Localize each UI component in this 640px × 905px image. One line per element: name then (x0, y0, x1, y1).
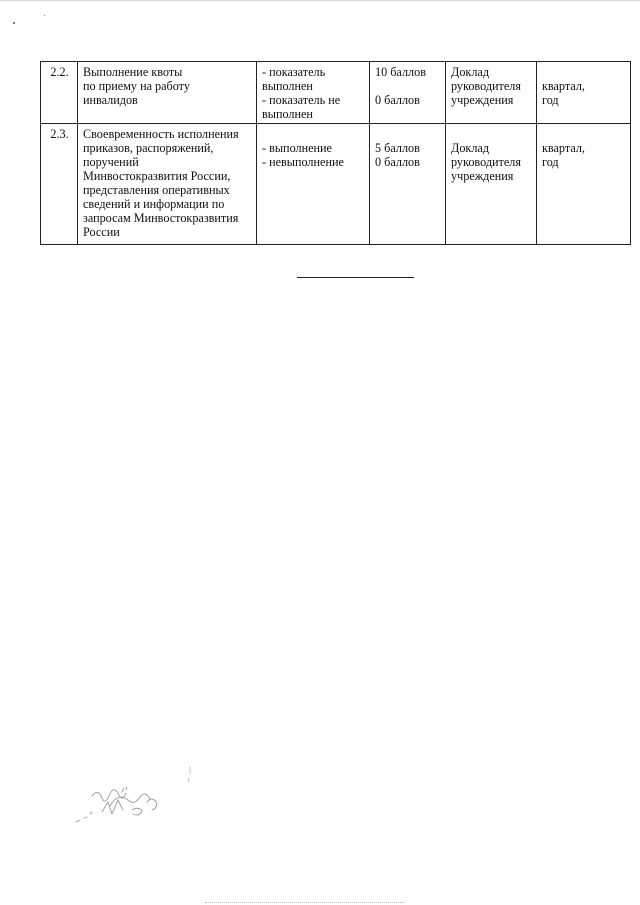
criterion-cell (78, 62, 257, 124)
scan-speck (13, 22, 15, 24)
row-number: 2.3. (41, 124, 78, 245)
source-line: руководителя (451, 79, 521, 93)
indicator-line: выполнен (262, 79, 313, 93)
criterion-line: инвалидов (83, 93, 138, 107)
points-cell (370, 62, 446, 124)
period-cell (537, 62, 631, 124)
indicator-line: - невыполнение (262, 155, 344, 169)
points-line: 5 баллов (375, 141, 420, 155)
period-line: квартал, (542, 141, 585, 155)
criterion-line: запросам Минвостокразвития (83, 211, 239, 225)
spacer (375, 127, 441, 141)
indicator-cell (257, 62, 370, 124)
row-number: 2.2. (41, 62, 78, 124)
source-line: Доклад (451, 141, 490, 155)
period-line: год (542, 155, 559, 169)
period-line: год (542, 93, 559, 107)
source-line: руководителя (451, 155, 521, 169)
kpi-table (40, 61, 631, 245)
points-line: 10 баллов (375, 65, 426, 79)
criterion-line: поручений (83, 155, 139, 169)
criterion-cell (78, 124, 257, 245)
points-line: 0 баллов (375, 93, 420, 107)
spacer (262, 127, 365, 141)
spacer (375, 79, 441, 93)
criterion-line: Своевременность исполнения (83, 127, 239, 141)
criterion-line: Выполнение квоты (83, 65, 183, 79)
scan-bottom-edge (205, 902, 405, 904)
table-row (41, 124, 631, 245)
source-line: учреждения (451, 93, 514, 107)
period-cell (537, 124, 631, 245)
signature-scribble (62, 766, 192, 836)
scan-edge (0, 0, 640, 1)
source-line: учреждения (451, 169, 514, 183)
scan-speck (44, 15, 45, 16)
table-row (41, 62, 631, 124)
spacer (451, 127, 532, 141)
indicator-line: выполнен (262, 107, 313, 121)
period-line: квартал, (542, 79, 585, 93)
indicator-line: - выполнение (262, 141, 332, 155)
indicator-cell (257, 124, 370, 245)
end-separator-line (297, 277, 414, 278)
source-cell (446, 124, 537, 245)
points-cell (370, 124, 446, 245)
criterion-line: сведений и информации по (83, 197, 225, 211)
criterion-line: приказов, распоряжений, (83, 141, 214, 155)
spacer (542, 65, 626, 79)
spacer (542, 127, 626, 141)
indicator-line: - показатель не (262, 93, 341, 107)
source-line: Доклад (451, 65, 490, 79)
indicator-line: - показатель (262, 65, 326, 79)
criterion-line: Минвостокразвития России, (83, 169, 231, 183)
criterion-line: по приему на работу (83, 79, 190, 93)
criterion-line: России (83, 225, 120, 239)
source-cell (446, 62, 537, 124)
points-line: 0 баллов (375, 155, 420, 169)
criterion-line: представления оперативных (83, 183, 230, 197)
